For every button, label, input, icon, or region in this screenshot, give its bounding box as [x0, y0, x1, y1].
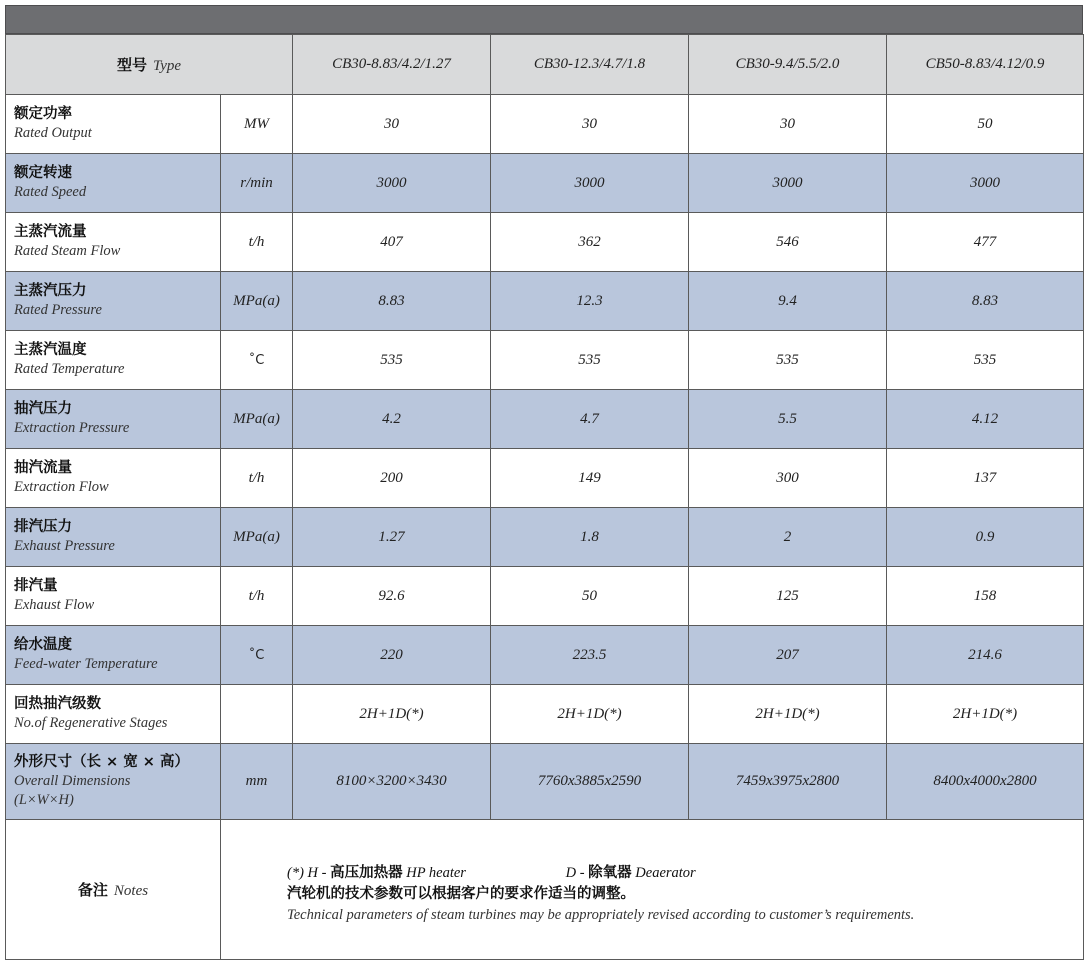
param-name-en: Rated Steam Flow — [14, 243, 121, 259]
param-name-cn: 排汽量 — [14, 578, 58, 594]
param-name-en: Exhaust Flow — [14, 597, 95, 613]
value-cell: 3000 — [293, 154, 491, 213]
param-label-cell — [6, 154, 221, 213]
value-cell: 50 — [491, 567, 689, 626]
value-cell: 5.5 — [689, 390, 887, 449]
value-cell: 535 — [689, 331, 887, 390]
unit-cell: r/min — [221, 154, 293, 213]
value-cell: 8.83 — [293, 272, 491, 331]
value-cell: 2H+1D(*) — [689, 685, 887, 744]
top-banner — [5, 5, 1083, 34]
value-cell: 214.6 — [887, 626, 1084, 685]
value-cell: 158 — [887, 567, 1084, 626]
value-cell: 12.3 — [491, 272, 689, 331]
note-d-cn: 除氧器 — [588, 865, 632, 881]
value-cell: 535 — [491, 331, 689, 390]
notes-legend-line — [287, 863, 1083, 884]
value-cell: 3000 — [689, 154, 887, 213]
table-row — [6, 154, 1084, 213]
note-h-cn: 高压加热器 — [330, 865, 403, 881]
value-cell: 9.4 — [689, 272, 887, 331]
model-header: CB50-8.83/4.12/0.9 — [887, 35, 1084, 95]
spec-sheet — [5, 5, 1083, 959]
turbine-spec-table — [5, 34, 1084, 960]
value-cell: 92.6 — [293, 567, 491, 626]
type-label-en: Type — [152, 58, 182, 74]
table-row — [6, 626, 1084, 685]
note-h-prefix: (*) H - — [287, 865, 331, 881]
param-name-en: Exhaust Pressure — [14, 538, 115, 554]
notes-body — [221, 820, 1084, 960]
unit-cell: MW — [221, 95, 293, 154]
value-cell: 30 — [689, 95, 887, 154]
param-name-cn: 排汽压力 — [14, 519, 72, 535]
param-name-cn: 抽汽压力 — [14, 401, 72, 417]
value-cell: 4.2 — [293, 390, 491, 449]
param-label-cell — [6, 449, 221, 508]
table-row — [6, 744, 1084, 820]
value-cell: 8400x4000x2800 — [887, 744, 1084, 820]
model-header: CB30-8.83/4.2/1.27 — [293, 35, 491, 95]
value-cell: 2H+1D(*) — [491, 685, 689, 744]
param-label-cell — [6, 626, 221, 685]
param-name-cn: 额定转速 — [14, 165, 72, 181]
value-cell: 137 — [887, 449, 1084, 508]
table-row — [6, 95, 1084, 154]
table-row — [6, 390, 1084, 449]
note-d-en: Deaerator — [635, 865, 696, 881]
value-cell: 7760x3885x2590 — [491, 744, 689, 820]
model-header: CB30-9.4/5.5/2.0 — [689, 35, 887, 95]
unit-cell: mm — [221, 744, 293, 820]
value-cell: 223.5 — [491, 626, 689, 685]
param-label-cell — [6, 744, 221, 820]
value-cell: 3000 — [887, 154, 1084, 213]
note-h-en: HP heater — [406, 865, 466, 881]
unit-cell: MPa(a) — [221, 508, 293, 567]
param-name-en: Rated Temperature — [14, 361, 125, 377]
param-label-cell — [6, 95, 221, 154]
param-name-en: Extraction Pressure — [14, 420, 130, 436]
param-name-en-sub: (L×W×H) — [14, 792, 74, 808]
notes-label-cell — [6, 820, 221, 960]
param-name-en: Rated Pressure — [14, 302, 102, 318]
value-cell: 535 — [293, 331, 491, 390]
param-name-cn: 抽汽流量 — [14, 460, 72, 476]
value-cell: 0.9 — [887, 508, 1084, 567]
value-cell: 220 — [293, 626, 491, 685]
unit-cell: MPa(a) — [221, 390, 293, 449]
table-row — [6, 213, 1084, 272]
table-row — [6, 272, 1084, 331]
value-cell: 2 — [689, 508, 887, 567]
table-row — [6, 331, 1084, 390]
param-name-en: No.of Regenerative Stages — [14, 715, 168, 731]
param-label-cell — [6, 213, 221, 272]
value-cell: 1.8 — [491, 508, 689, 567]
param-name-cn: 额定功率 — [14, 106, 72, 122]
notes-label-en: Notes — [113, 883, 149, 899]
param-name-cn: 主蒸汽温度 — [14, 342, 87, 358]
value-cell: 8100×3200×3430 — [293, 744, 491, 820]
value-cell: 477 — [887, 213, 1084, 272]
param-label-cell — [6, 331, 221, 390]
param-name-en: Rated Speed — [14, 184, 87, 200]
header-row — [6, 35, 1084, 95]
value-cell: 149 — [491, 449, 689, 508]
type-label-cn: 型号 — [116, 56, 147, 74]
notes-row — [6, 820, 1084, 960]
notes-line-en: Technical parameters of steam turbines may be appropriately revised according to customer’s requirements. — [287, 907, 915, 923]
note-d-prefix: D - — [565, 865, 589, 881]
value-cell: 407 — [293, 213, 491, 272]
value-cell: 125 — [689, 567, 887, 626]
param-name-cn: 主蒸汽流量 — [14, 224, 87, 240]
value-cell: 362 — [491, 213, 689, 272]
value-cell: 1.27 — [293, 508, 491, 567]
value-cell: 2H+1D(*) — [887, 685, 1084, 744]
value-cell: 3000 — [491, 154, 689, 213]
value-cell: 200 — [293, 449, 491, 508]
param-name-en: Rated Output — [14, 125, 92, 141]
value-cell: 4.7 — [491, 390, 689, 449]
unit-cell: ˚C — [221, 331, 293, 390]
value-cell: 207 — [689, 626, 887, 685]
param-name-cn: 回热抽汽级数 — [14, 696, 101, 712]
param-name-en: Extraction Flow — [14, 479, 109, 495]
unit-cell: t/h — [221, 567, 293, 626]
param-name-cn: 主蒸汽压力 — [14, 283, 87, 299]
param-label-cell — [6, 567, 221, 626]
notes-line-cn: 汽轮机的技术参数可以根据客户的要求作适当的调整。 — [287, 886, 635, 902]
notes-label-cn: 备注 — [77, 881, 108, 899]
param-label-cell — [6, 685, 221, 744]
unit-cell: MPa(a) — [221, 272, 293, 331]
model-header: CB30-12.3/4.7/1.8 — [491, 35, 689, 95]
param-name-en: Feed-water Temperature — [14, 656, 158, 672]
value-cell: 2H+1D(*) — [293, 685, 491, 744]
param-label-cell — [6, 272, 221, 331]
table-row — [6, 685, 1084, 744]
unit-cell: t/h — [221, 213, 293, 272]
value-cell: 4.12 — [887, 390, 1084, 449]
unit-cell: ˚C — [221, 626, 293, 685]
table-row — [6, 508, 1084, 567]
value-cell: 50 — [887, 95, 1084, 154]
unit-cell: t/h — [221, 449, 293, 508]
value-cell: 7459x3975x2800 — [689, 744, 887, 820]
unit-cell — [221, 685, 293, 744]
type-header-cell — [6, 35, 293, 95]
param-name-cn: 外形尺寸（长 × 宽 × 高） — [14, 754, 189, 770]
param-name-en: Overall Dimensions — [14, 773, 131, 789]
param-label-cell — [6, 508, 221, 567]
value-cell: 30 — [491, 95, 689, 154]
table-row — [6, 567, 1084, 626]
value-cell: 535 — [887, 331, 1084, 390]
table-row — [6, 449, 1084, 508]
value-cell: 8.83 — [887, 272, 1084, 331]
value-cell: 30 — [293, 95, 491, 154]
param-label-cell — [6, 390, 221, 449]
value-cell: 300 — [689, 449, 887, 508]
param-name-cn: 给水温度 — [14, 637, 72, 653]
value-cell: 546 — [689, 213, 887, 272]
